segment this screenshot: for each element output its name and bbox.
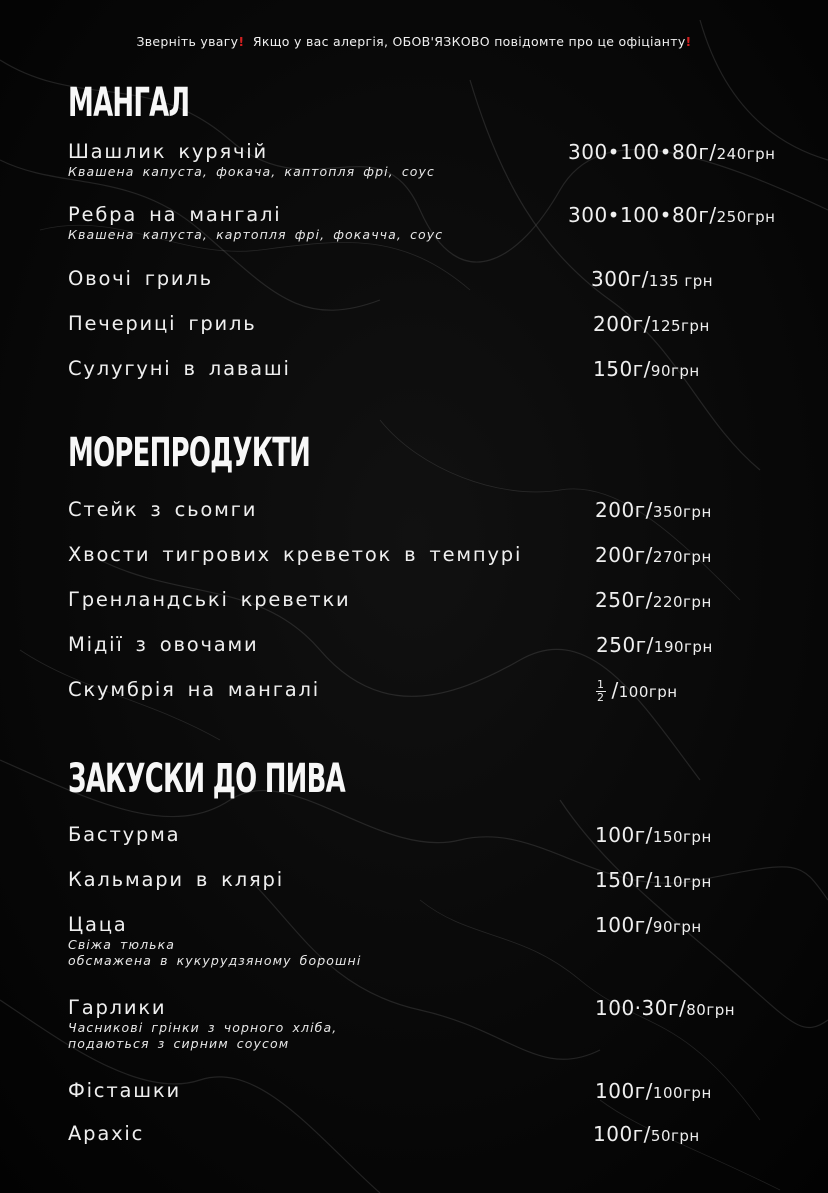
menu-item bbox=[68, 588, 808, 612]
item-name: Шашлик курячій bbox=[68, 140, 268, 163]
item-name: Ребра на мангалі bbox=[68, 203, 282, 226]
exclamation-mark: ! bbox=[238, 34, 245, 49]
item-name: Гренландські креветки bbox=[68, 588, 351, 611]
menu-item bbox=[68, 357, 808, 381]
item-description: Квашена капуста, фокача, каптопля фрі, соус bbox=[68, 164, 436, 179]
menu-item bbox=[68, 1122, 808, 1146]
item-price: 100г/150грн bbox=[595, 823, 712, 847]
item-name: Цаца bbox=[68, 913, 128, 936]
item-name: Стейк з сьомги bbox=[68, 498, 258, 521]
menu-item bbox=[68, 140, 808, 180]
menu-item bbox=[68, 498, 808, 522]
item-price: 150г/90грн bbox=[593, 357, 700, 381]
item-description: подаються з сирним соусом bbox=[68, 1036, 290, 1051]
section-title-grill: МАНГАЛ bbox=[68, 80, 190, 126]
item-price: 200г/350грн bbox=[595, 498, 712, 522]
item-name: Скумбрія на мангалі bbox=[68, 678, 320, 701]
item-description: Свіжа тюлька bbox=[68, 937, 176, 952]
item-name: Печериці гриль bbox=[68, 312, 257, 335]
menu-item bbox=[68, 267, 808, 291]
item-name: Гарлики bbox=[68, 996, 167, 1019]
item-price: 250г/190грн bbox=[596, 633, 713, 657]
menu-item bbox=[68, 823, 808, 847]
item-name: Хвости тигрових креветок в темпурі bbox=[68, 543, 523, 566]
item-description: обсмажена в кукурудзяному борошні bbox=[68, 953, 362, 968]
item-price: $\frac{1}{2}$ /100грн bbox=[597, 678, 678, 704]
item-name: Бастурма bbox=[68, 823, 181, 846]
item-name: Овочі гриль bbox=[68, 267, 213, 290]
item-name: Мідії з овочами bbox=[68, 633, 259, 656]
item-price: 150г/110грн bbox=[595, 868, 712, 892]
section-title-beer-snacks: ЗАКУСКИ ДО ПИВА bbox=[68, 756, 345, 802]
allergy-notice: Зверніть увагу! Якщо у вас алергія, ОБОВ'ЯЗКОВО повідомте про це офіціанту! bbox=[136, 34, 692, 49]
item-name: Арахіс bbox=[68, 1122, 145, 1145]
item-price: 100г/90грн bbox=[595, 913, 702, 937]
menu-item bbox=[68, 203, 808, 243]
exclamation-mark: ! bbox=[685, 34, 692, 49]
menu-item bbox=[68, 996, 808, 1052]
item-price: 100г/50грн bbox=[593, 1122, 700, 1146]
item-price: 200г/125грн bbox=[593, 312, 710, 336]
menu-item bbox=[68, 1079, 808, 1103]
item-price: 300г/135 грн bbox=[591, 267, 714, 291]
item-price: 200г/270грн bbox=[595, 543, 712, 567]
menu-item bbox=[68, 543, 808, 567]
item-price: 100·30г/80грн bbox=[595, 996, 736, 1020]
item-description: Часникові грінки з чорного хліба, bbox=[68, 1020, 338, 1035]
item-price: 100г/100грн bbox=[595, 1079, 712, 1103]
item-name: Сулугуні в лаваші bbox=[68, 357, 291, 380]
item-name: Фісташки bbox=[68, 1079, 181, 1102]
item-price: 250г/220грн bbox=[595, 588, 712, 612]
menu-item bbox=[68, 913, 808, 969]
menu-item bbox=[68, 678, 808, 702]
item-description: Квашена капуста, картопля фрі, фокачча, соус bbox=[68, 227, 444, 242]
menu-item bbox=[68, 312, 808, 336]
menu-item bbox=[68, 868, 808, 892]
item-name: Кальмари в клярі bbox=[68, 868, 284, 891]
item-price: 300•100•80г/240грн bbox=[568, 140, 776, 164]
fraction-half: $\frac{1}{2}$ bbox=[597, 678, 605, 704]
item-price: 300•100•80г/250грн bbox=[568, 203, 776, 227]
menu-item bbox=[68, 633, 808, 657]
section-title-seafood: МОРЕПРОДУКТИ bbox=[68, 430, 311, 476]
